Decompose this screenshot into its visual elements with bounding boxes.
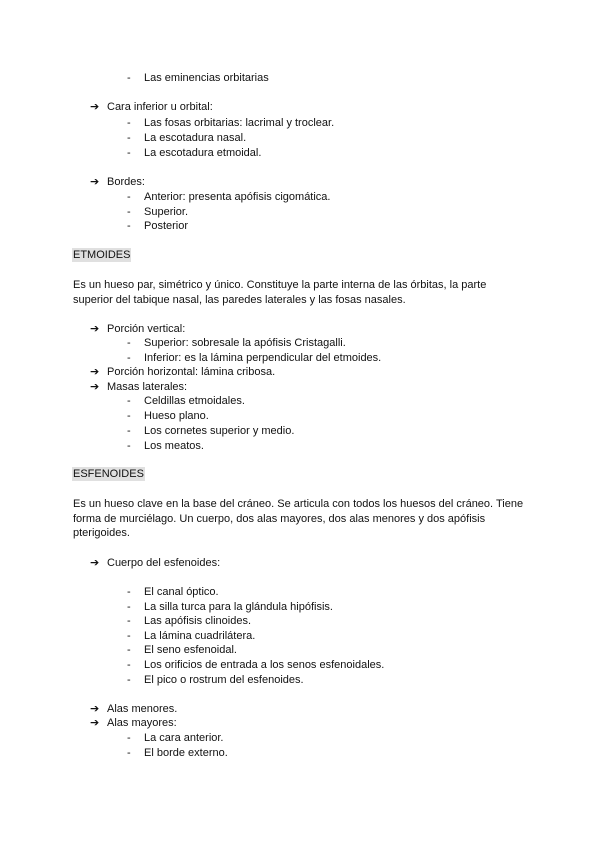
dash-bullet: - <box>127 644 131 656</box>
dash-bullet: - <box>127 147 131 159</box>
dash-bullet: - <box>127 72 131 84</box>
arrow-bullet-icon: ➔ <box>90 717 100 729</box>
list-item: Anterior: presenta apófisis cigomática. <box>144 191 331 203</box>
list-heading: Porción horizontal: lámina cribosa. <box>107 366 276 378</box>
list-item: La lámina cuadrilátera. <box>144 630 256 642</box>
list-heading: Alas mayores: <box>107 717 177 729</box>
list-item: Superior. <box>144 206 189 218</box>
list-item: Inferior: es la lámina perpendicular del etmoides. <box>144 352 382 364</box>
dash-bullet: - <box>127 352 131 364</box>
dash-bullet: - <box>127 659 131 671</box>
list-item: Celdillas etmoidales. <box>144 395 245 407</box>
arrow-bullet-icon: ➔ <box>90 366 100 378</box>
list-heading: Porción vertical: <box>107 323 186 335</box>
arrow-bullet-icon: ➔ <box>90 101 100 113</box>
arrow-bullet-icon: ➔ <box>90 381 100 393</box>
list-item: La escotadura nasal. <box>144 132 247 144</box>
paragraph-line: Es un hueso clave en la base del cráneo. Se articula con todos los huesos del cráneo. Tiene <box>73 498 524 510</box>
list-heading: Alas menores. <box>107 703 178 715</box>
list-item: Los orificios de entrada a los senos esfenoidales. <box>144 659 385 671</box>
list-item: Posterior <box>144 220 189 232</box>
dash-bullet: - <box>127 674 131 686</box>
list-heading: Bordes: <box>107 176 145 188</box>
dash-bullet: - <box>127 395 131 407</box>
dash-bullet: - <box>127 747 131 759</box>
list-item: El borde externo. <box>144 747 228 759</box>
dash-bullet: - <box>127 615 131 627</box>
dash-bullet: - <box>127 117 131 129</box>
dash-bullet: - <box>127 601 131 613</box>
dash-bullet: - <box>127 732 131 744</box>
arrow-bullet-icon: ➔ <box>90 176 100 188</box>
section-heading-esfenoides: ESFENOIDES <box>73 468 144 480</box>
dash-bullet: - <box>127 425 131 437</box>
dash-bullet: - <box>127 220 131 232</box>
list-item: Superior: sobresale la apófisis Cristagalli. <box>144 337 346 349</box>
dash-bullet: - <box>127 440 131 452</box>
section-heading-etmoides: ETMOIDES <box>73 249 131 261</box>
list-item: El pico o rostrum del esfenoides. <box>144 674 304 686</box>
paragraph-line: forma de murciélago. Un cuerpo, dos alas mayores, dos alas menores y dos apófisis <box>73 513 486 525</box>
list-heading: Masas laterales: <box>107 381 188 393</box>
dash-bullet: - <box>127 410 131 422</box>
list-heading: Cara inferior u orbital: <box>107 101 213 113</box>
list-item: Las fosas orbitarias: lacrimal y troclear. <box>144 117 335 129</box>
list-item: Las eminencias orbitarias <box>144 72 269 84</box>
arrow-bullet-icon: ➔ <box>90 323 100 335</box>
list-item: Hueso plano. <box>144 410 209 422</box>
dash-bullet: - <box>127 191 131 203</box>
list-item: La silla turca para la glándula hipófisis. <box>144 601 333 613</box>
dash-bullet: - <box>127 206 131 218</box>
paragraph-line: pterigoides. <box>73 527 130 539</box>
list-item: La cara anterior. <box>144 732 224 744</box>
list-item: Las apófisis clinoides. <box>144 615 252 627</box>
arrow-bullet-icon: ➔ <box>90 703 100 715</box>
list-item: La escotadura etmoidal. <box>144 147 262 159</box>
dash-bullet: - <box>127 630 131 642</box>
dash-bullet: - <box>127 132 131 144</box>
list-item: Los meatos. <box>144 440 204 452</box>
list-heading: Cuerpo del esfenoides: <box>107 557 221 569</box>
list-item: El seno esfenoidal. <box>144 644 237 656</box>
list-item: El canal óptico. <box>144 586 219 598</box>
list-item: Los cornetes superior y medio. <box>144 425 295 437</box>
dash-bullet: - <box>127 337 131 349</box>
paragraph-line: Es un hueso par, simétrico y único. Constituye la parte interna de las órbitas, la parte <box>73 279 487 291</box>
paragraph-line: superior del tabique nasal, las paredes laterales y las fosas nasales. <box>73 294 406 306</box>
dash-bullet: - <box>127 586 131 598</box>
arrow-bullet-icon: ➔ <box>90 557 100 569</box>
